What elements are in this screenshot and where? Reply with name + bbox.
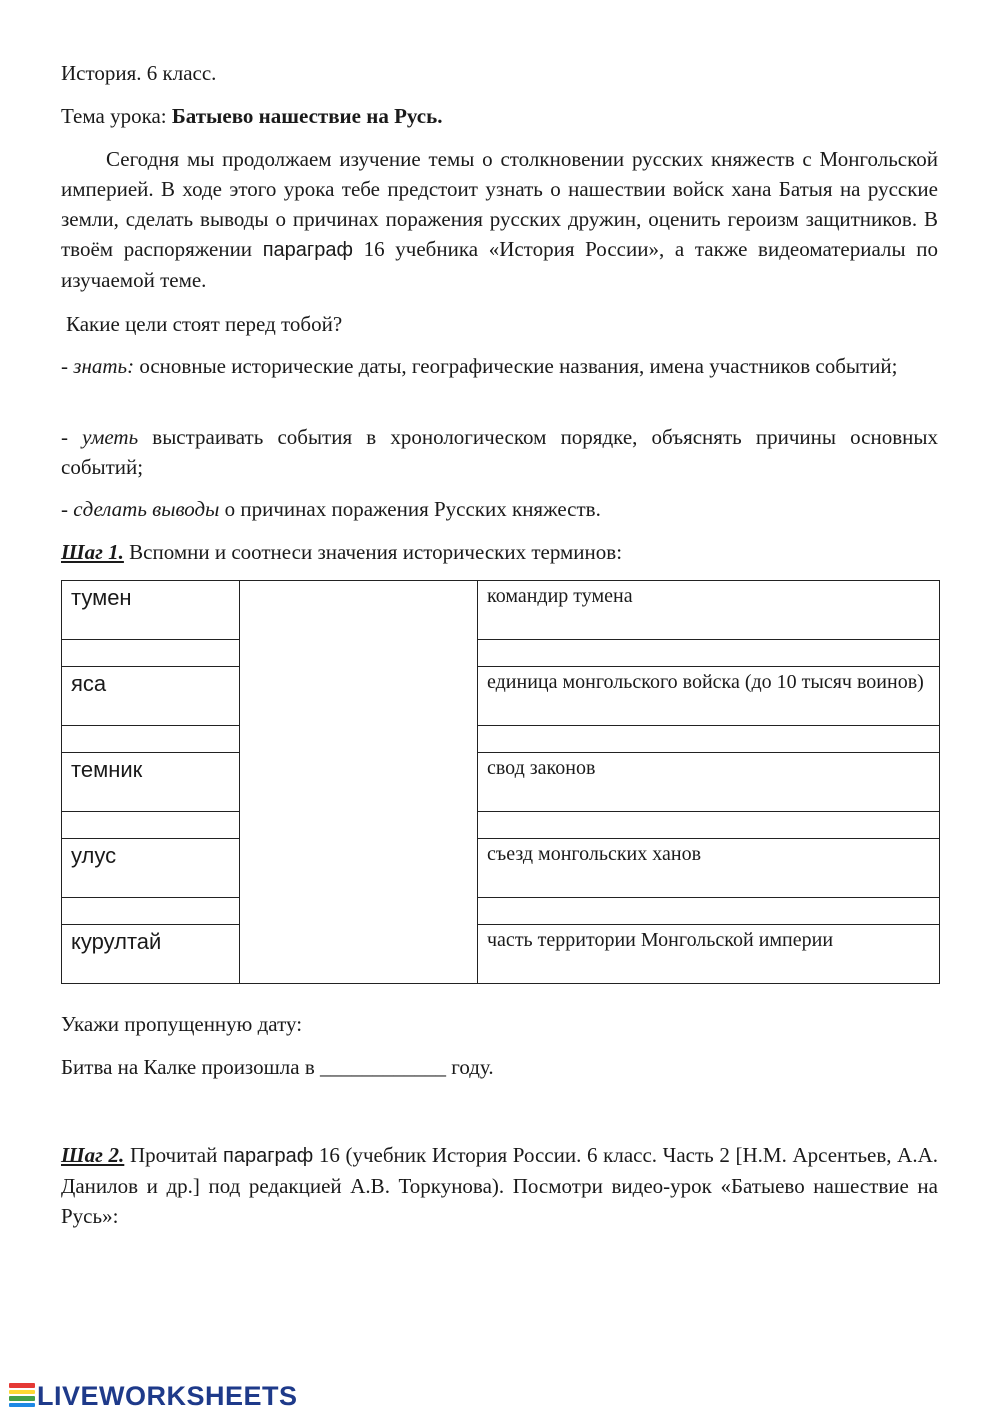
intro-text-2: 16 учебника «История России», а также видеоматериалы по изучаемой теме. <box>61 237 938 292</box>
step2-paragraph-word: параграф <box>223 1145 314 1167</box>
lesson-topic <box>61 101 938 131</box>
liveworksheets-logo[interactable] <box>9 1380 298 1412</box>
logo-stripe <box>9 1390 35 1395</box>
logo-stripe <box>9 1403 35 1408</box>
goal-keyword: уметь <box>82 425 139 449</box>
goal-keyword: знать: <box>73 354 135 378</box>
liveworksheets-logo-icon <box>9 1383 35 1409</box>
intro-paragraph-word: параграф <box>262 239 353 261</box>
goal-dash: - <box>61 354 74 378</box>
step2-text-1: Прочитай <box>124 1143 223 1167</box>
definition-cell[interactable]: съезд монгольских ханов <box>478 839 940 898</box>
spacer-cell <box>62 726 240 753</box>
table-row <box>62 898 940 925</box>
definition-cell[interactable]: единица монгольского войска (до 10 тысяч воинов) <box>478 667 940 726</box>
goal-item-conclude <box>61 494 938 524</box>
spacer-cell <box>62 812 240 839</box>
table-row <box>62 925 940 984</box>
goal-keyword: сделать выводы <box>73 497 220 521</box>
date-task-instruction: Укажи пропущенную дату: <box>61 1012 303 1036</box>
date-task-before: Битва на Калке произошла в <box>61 1055 320 1079</box>
spacer-cell <box>478 640 940 667</box>
step2-label: Шаг 2. <box>61 1143 125 1167</box>
date-task-after: году. <box>446 1055 494 1079</box>
date-task-sentence <box>61 1052 938 1082</box>
step2-text-2: 16 (учебник История России. 6 класс. Часть 2 [Н.М. Арсентьев, А.А. Данилов и др.] под редакцией А.В. Торкунова). Посмотри видео-урок «Батыево нашествие на Русь»: <box>61 1143 938 1228</box>
spacer-cell <box>478 726 940 753</box>
intro-paragraph <box>61 144 938 295</box>
spacer-cell <box>62 898 240 925</box>
liveworksheets-logo-text: LIVEWORKSHEETS <box>37 1380 298 1411</box>
matching-area[interactable] <box>240 581 478 984</box>
table-row <box>62 753 940 812</box>
goal-dash: - <box>61 497 74 521</box>
goal-item-know <box>61 351 938 381</box>
term-cell[interactable]: курултай <box>62 925 240 984</box>
topic-label: Тема урока: <box>61 104 172 128</box>
term-cell[interactable]: темник <box>62 753 240 812</box>
goal-item-able <box>61 422 938 482</box>
spacer-cell <box>478 812 940 839</box>
goal-text: о причинах поражения Русских княжеств. <box>219 497 601 521</box>
goal-text: выстраивать события в хронологическом порядке, объяснять причины основных событий; <box>61 425 938 479</box>
step1-label: Шаг 1. <box>61 540 124 564</box>
term-cell[interactable]: улус <box>62 839 240 898</box>
table-row <box>62 640 940 667</box>
step1-heading <box>61 537 938 567</box>
spacer-cell <box>478 898 940 925</box>
subject-header: История. 6 класс. <box>61 61 217 85</box>
table-row <box>62 839 940 898</box>
topic-title: Батыево нашествие на Русь. <box>171 104 443 128</box>
intro-text-1: Сегодня мы продолжаем изучение темы о столкновении русских княжеств с Монгольской империей. В ходе этого урока тебе предстоит узнать о нашествии войск хана Батыя на русские земли, сделать выводы о причинах поражения русских дружин, оценить героизм защитников. В твоём распоряжении <box>61 147 938 261</box>
definition-cell[interactable]: свод законов <box>478 753 940 812</box>
term-cell[interactable]: яса <box>62 667 240 726</box>
step1-instruction: Вспомни и соотнеси значения исторических терминов: <box>123 540 623 564</box>
term-cell[interactable]: тумен <box>62 581 240 640</box>
definition-cell[interactable]: часть территории Монгольской империи <box>478 925 940 984</box>
table-row <box>62 726 940 753</box>
goal-text: основные исторические даты, географические названия, имена участников событий; <box>134 354 898 378</box>
table-row <box>62 667 940 726</box>
table-row <box>62 812 940 839</box>
logo-stripe <box>9 1383 35 1388</box>
step2-paragraph <box>61 1140 938 1231</box>
goal-dash: - <box>61 425 83 449</box>
goals-question: Какие цели стоят перед тобой? <box>66 312 343 336</box>
table-row <box>62 581 940 640</box>
terms-matching-table <box>61 580 940 984</box>
spacer-cell <box>62 640 240 667</box>
logo-stripe <box>9 1396 35 1401</box>
date-blank-field[interactable]: ____________ <box>320 1055 446 1079</box>
definition-cell[interactable]: командир тумена <box>478 581 940 640</box>
